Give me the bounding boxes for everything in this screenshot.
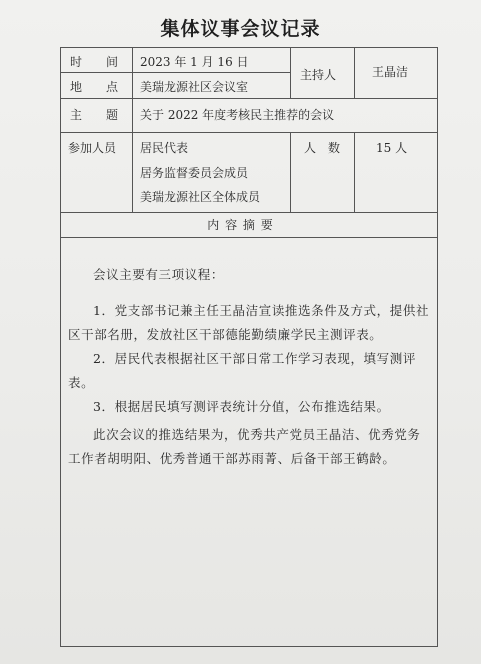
- host-label: 主持人: [300, 68, 337, 82]
- summary-body: [68, 263, 430, 471]
- place-value: 美瑞龙源社区会议室: [140, 80, 249, 94]
- table-rule: [60, 132, 438, 133]
- table-rule: [354, 47, 355, 98]
- time-label: 时 间: [70, 55, 119, 69]
- summary-paragraph: 3．根据居民填写测评表统计分值，公布推选结果。: [93, 399, 390, 414]
- attendee-item: 美瑞龙源社区全体成员: [140, 190, 261, 204]
- summary-paragraph: 此次会议的推选结果为，优秀共产党员王晶洁、优秀党务工作者胡明阳、优秀普通干部苏雨菁、后备干部王鹤龄。: [68, 427, 421, 466]
- place-label: 地 点: [70, 80, 119, 94]
- summary-paragraph: 1．党支部书记兼主任王晶洁宣读推选条件及方式，提供社区干部名册，发放社区干部德能勤绩廉学民主测评表。: [68, 303, 430, 342]
- table-rule: [60, 72, 290, 73]
- topic-value: 关于 2022 年度考核民主推荐的会议: [140, 108, 335, 122]
- count-label: 人 数: [304, 141, 341, 155]
- host-value: 王晶洁: [372, 65, 409, 79]
- attendee-item: 居务监督委员会成员: [140, 166, 249, 180]
- table-rule: [354, 132, 355, 212]
- time-value: 2023 年 1 月 16 日: [140, 55, 249, 69]
- table-rule: [60, 237, 438, 238]
- summary-heading: 内 容 摘 要: [207, 218, 274, 232]
- table-rule: [60, 212, 438, 213]
- table-rule: [60, 98, 438, 99]
- table-rule: [290, 132, 291, 212]
- table-rule: [290, 47, 291, 98]
- document-title: 集体议事会议记录: [160, 18, 321, 40]
- table-rule: [132, 47, 133, 212]
- attendee-item: 居民代表: [140, 141, 189, 155]
- summary-paragraph: 2．居民代表根据社区干部日常工作学习表现，填写测评表。: [68, 351, 416, 390]
- attendees-label: 参加人员: [68, 141, 117, 155]
- topic-label: 主 题: [70, 108, 119, 122]
- count-value: 15 人: [376, 141, 408, 155]
- summary-paragraph: 会议主要有三项议程：: [93, 267, 225, 282]
